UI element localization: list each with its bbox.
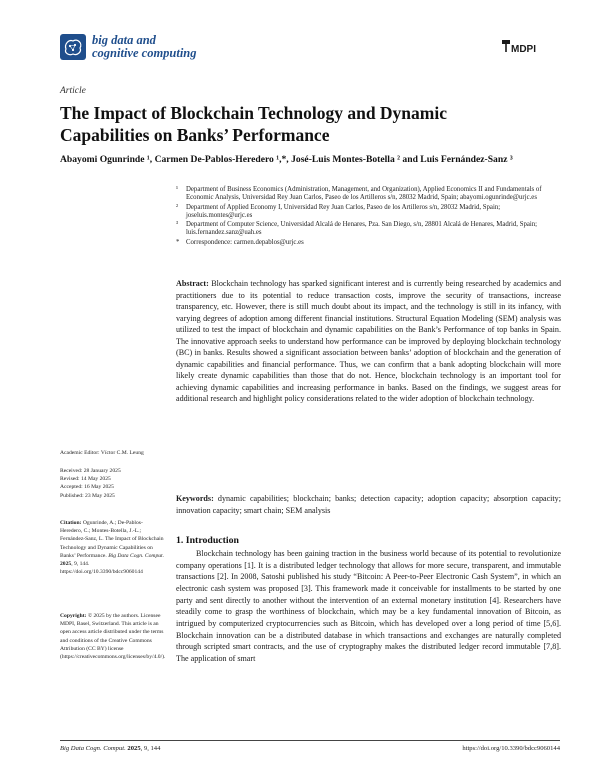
affiliation-mark: ³: [176, 221, 179, 229]
citation-label: Citation:: [60, 520, 82, 526]
publisher-name: MDPI: [511, 44, 536, 55]
section-heading: 1. Introduction: [176, 535, 239, 546]
affiliation-text: Department of Computer Science, Universidad Alcalá de Henares, Pza. San Diego, s/n, 28801 Alcalá de Henares, Madrid, Spain; luis.fernandez.sanz@uah.es: [186, 221, 538, 237]
footer-volume-page: , 9, 144: [140, 745, 161, 752]
footer-divider: [60, 740, 560, 741]
abstract: [176, 278, 561, 405]
affiliation-text: Department of Business Economics (Administration, Management, and Organization), Applied Economics II and Fundamentals of Economic Analysis, Universidad Rey Juan Carlos, Paseo de los Artilleros s/n, 28032 Madrid, Spain; abayomi.ogunrinde@urjc.es: [186, 186, 542, 202]
author-list: Abayomi Ogunrinde ¹, Carmen De-Pablos-Heredero ¹,*, José-Luis Montes-Botella ² and Luis Fernández-Sanz ³: [60, 154, 513, 165]
affiliations: [176, 186, 561, 248]
footer-doi-link[interactable]: https://doi.org/10.3390/bdcc9060144: [462, 745, 560, 752]
date-accepted: Accepted: 16 May 2025: [60, 484, 114, 491]
citation-year: 2025: [60, 561, 72, 568]
journal-name-line1: big data and: [92, 33, 156, 47]
correspondence-text: Correspondence: carmen.depablos@urjc.es: [186, 238, 304, 246]
footer-journal: Big Data Cogn. Comput.: [60, 745, 126, 752]
introduction-paragraph: Blockchain technology has been gaining traction in the business world because of its potential to revolutionize company operations [1]. It is a distributed ledger technology that allows for more secure, transparent, and immutable transactions [2]. In 2008, Satoshi published his study “Bitcoin: A Peer-to-Peer Electronic Cash System”, in which an electronic cash system was proposed [3]. This framework made it conceivable for installments to be started by one party and sent directly to another without the intervention of an external monetary institution [4]. Researchers have steadily come to grasp the worthiness of blockchain, which may be a key fundamental innovation of Bitcoin, as intrigued by computerized cryptocurrencies such as Bitcoin, which has developed over a long period of time [5,6]. Blockchain innovation can be a distributed database in which transactions and exchanges are naturally completed through scripted smart contracts, and the use of cryptography makes the distributed ledger record immutable [7,8]. The application of smart: [176, 549, 561, 663]
journal-name: [92, 34, 197, 60]
copyright-label: Copyright:: [60, 613, 87, 619]
date-received: Received: 28 January 2025: [60, 468, 121, 474]
abstract-text: Blockchain technology has sparked significant interest and is currently being researched by academics and practitioners due to its potential to reduce transaction costs, improve the security of transactions, increase transparency, etc. However, there is still much doubt about its impact, and the technology is still in its infancy, with varying degrees of adoption among different financial institutions. Structural Equation Modeling (SEM) analysis was utilized to test the impact of blockchain and dynamic capabilities on the Bank’s Performance of top banks in Spain. The innovative approach seeks to understand how performance can be improved by deploying blockchain technology (BC) in banks. Results showed a significant association between banks’ adoption of blockchain and the generation of dynamic capabilities and financial performance. Thus, we can confirm that a bank adopting blockchain will more likely create dynamic capabilities than those that do not. Hence, blockchain technology is an important tool for achieving dynamic capabilities and increasing performance in banks. Based on the findings, we suggest areas for additional research and highlight policy considerations related to the wider adoption of blockchain technology.: [176, 279, 561, 404]
keywords-label: Keywords:: [176, 494, 214, 503]
citation-block: [60, 519, 165, 576]
academic-editor: Academic Editor: Víctor C.M. Leung: [60, 450, 144, 456]
citation-journal: Big Data Cogn. Comput.: [108, 552, 165, 559]
footer-citation: [60, 745, 160, 752]
keywords-text: dynamic capabilities; blockchain; banks; detection capacity; adoption capacity; absorption capacity; innovation capacity; smart chain; SEM analysis: [176, 494, 561, 515]
affiliation-mark: *: [176, 238, 180, 246]
copyright-text: © 2025 by the authors. Licensee MDPI, Basel, Switzerland. This article is an open access article distributed under the terms and conditions of the Creative Commons Attribution (CC BY) license (https://creativecommons.org/licenses/by/4.0/).: [60, 613, 166, 661]
publication-dates: [60, 467, 165, 500]
citation-text: Ogunrinde, A.; De-Pablos-Heredero, C.; Montes-Botella, J.-L.; Fernández-Sanz, L. The Impact of Blockchain Technology and Dynamic Capabilities on Banks’ Performance.: [60, 520, 164, 559]
journal-name-line2: cognitive computing: [92, 46, 197, 60]
affiliation-text: Department of Applied Economy I, Universidad Rey Juan Carlos, Paseo de los Artilleros s/n, 28032 Madrid, Spain; joseluis.montes@urjc.es: [186, 203, 501, 219]
article-type: Article: [60, 86, 86, 96]
abstract-label: Abstract:: [176, 279, 209, 288]
affiliation-mark: ¹: [176, 186, 179, 193]
keywords: [176, 493, 561, 516]
copyright-block: [60, 612, 165, 661]
date-published: Published: 23 May 2025: [60, 492, 115, 499]
affiliation-mark: ²: [176, 203, 179, 211]
introduction-body: [176, 548, 561, 665]
journal-brain-logo-icon: [60, 34, 86, 60]
footer-year: 2025: [127, 745, 141, 752]
date-revised: Revised: 14 May 2025: [60, 476, 111, 483]
affiliation-item: [176, 221, 561, 238]
affiliation-item: [176, 204, 561, 221]
affiliation-item: [176, 239, 561, 247]
paper-title: The Impact of Blockchain Technology and Dynamic Capabilities on Banks’ Performance: [60, 103, 447, 145]
citation-doi[interactable]: , 9, 144. https://doi.org/10.3390/bdcc9060144: [60, 561, 143, 576]
affiliation-item: [176, 186, 561, 203]
